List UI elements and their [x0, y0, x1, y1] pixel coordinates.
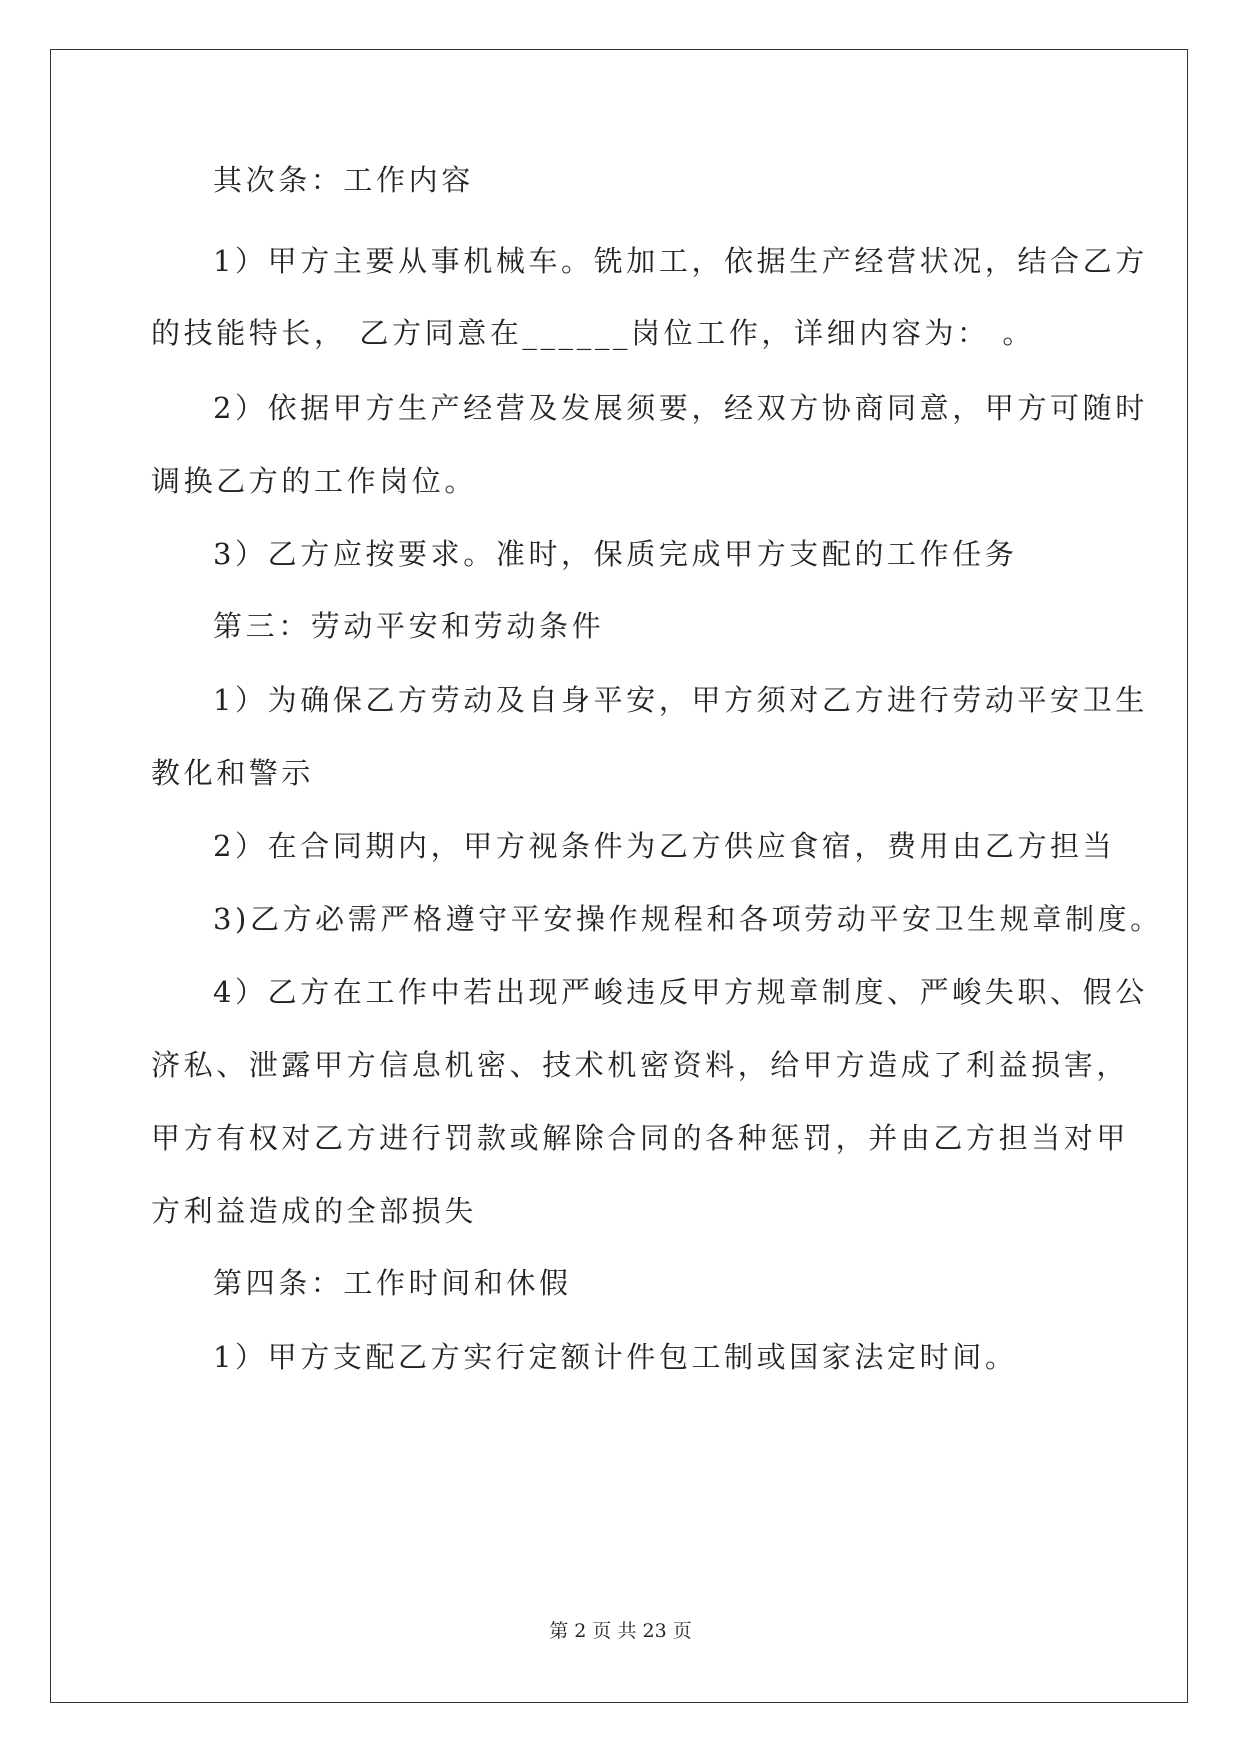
section-heading-2: 其次条：工作内容	[213, 163, 474, 197]
paragraph-line: 济私、泄露甲方信息机密、技术机密资料，给甲方造成了利益损害，	[151, 1048, 1130, 1082]
paragraph-line: 4）乙方在工作中若出现严峻违反甲方规章制度、严峻失职、假公	[213, 975, 1148, 1009]
paragraph-line: 的技能特长， 乙方同意在______岗位工作，详细内容为： 。	[151, 316, 1036, 350]
section-heading-3: 第三：劳动平安和劳动条件	[213, 609, 605, 643]
page-number-footer: 第 2 页 共 23 页	[549, 1620, 692, 1642]
paragraph-line: 方利益造成的全部损失	[151, 1194, 478, 1228]
paragraph-line: 2）在合同期内，甲方视条件为乙方供应食宿，费用由乙方担当	[213, 829, 1116, 863]
paragraph-line: 3）乙方应按要求。准时，保质完成甲方支配的工作任务	[213, 537, 1018, 571]
page-border	[50, 49, 1188, 1703]
paragraph-line: 1）为确保乙方劳动及自身平安，甲方须对乙方进行劳动平安卫生	[213, 683, 1148, 717]
paragraph-line: 1）甲方主要从事机械车。铣加工，依据生产经营状况，结合乙方	[213, 244, 1148, 278]
paragraph-line: 教化和警示	[151, 756, 315, 790]
paragraph-line: 调换乙方的工作岗位。	[151, 464, 478, 498]
paragraph-line: 甲方有权对乙方进行罚款或解除合同的各种惩罚，并由乙方担当对甲	[151, 1121, 1130, 1155]
paragraph-line: 2）依据甲方生产经营及发展须要，经双方协商同意，甲方可随时	[213, 391, 1148, 425]
section-heading-4: 第四条：工作时间和休假	[213, 1266, 572, 1300]
paragraph-line: 1）甲方支配乙方实行定额计件包工制或国家法定时间。	[213, 1340, 1018, 1374]
paragraph-line: 3)乙方必需严格遵守平安操作规程和各项劳动平安卫生规章制度。	[213, 902, 1163, 936]
